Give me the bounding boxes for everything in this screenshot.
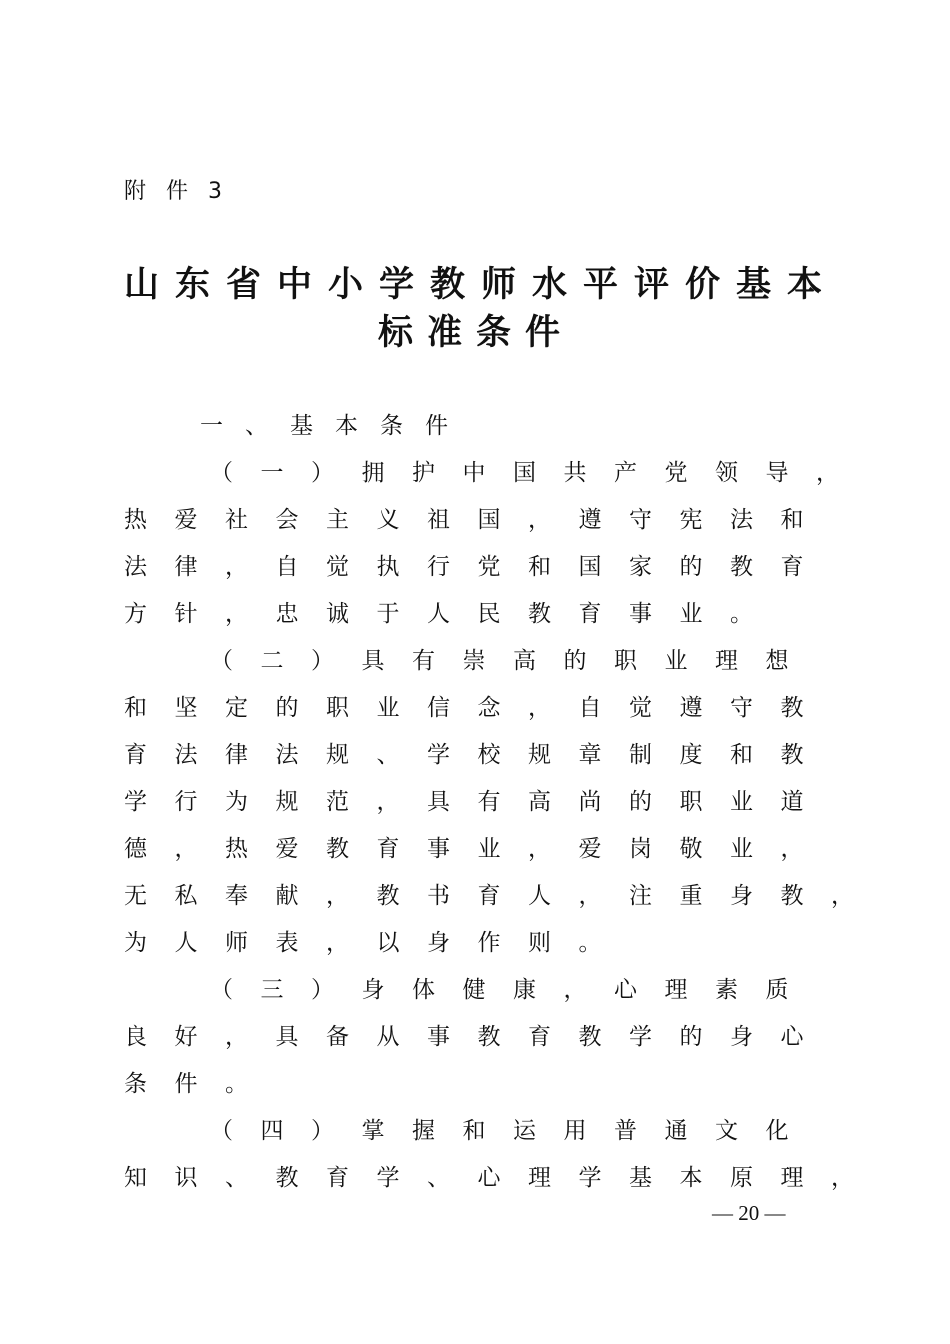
paragraph-line: 知识、教育学、心理学基本原理， (124, 1165, 882, 1191)
paragraph-line: （一）拥护中国共产党领导， (210, 460, 867, 486)
paragraph-line: 为人师表，以身作则。 (124, 930, 629, 956)
paragraph-line: 条件。 (124, 1071, 276, 1097)
paragraph-line: （四）掌握和运用普通文化 (210, 1118, 816, 1144)
paragraph-line: 热爱社会主义祖国，遵守宪法和 (124, 507, 831, 533)
section-heading: 一、基本条件 (200, 413, 470, 439)
paragraph-line: 育法律法规、学校规章制度和教 (124, 742, 831, 768)
paragraph-line: 德，热爱教育事业，爱岗敬业， (124, 836, 831, 862)
document-title-line-2: 标准条件 (377, 313, 574, 353)
attachment-label: 附件3 (124, 179, 242, 204)
page-number: — 20 — (712, 1201, 786, 1225)
paragraph-line: 良好，具备从事教育教学的身心 (124, 1024, 831, 1050)
paragraph-line: 法律，自觉执行党和国家的教育 (124, 554, 831, 580)
paragraph-line: 学行为规范，具有高尚的职业道 (124, 789, 831, 815)
paragraph-line: 和坚定的职业信念，自觉遵守教 (124, 695, 831, 721)
paragraph-line: （二）具有崇高的职业理想 (210, 648, 816, 674)
document-title-line-1: 山东省中小学教师水平评价基本 (124, 265, 839, 305)
paragraph-line: 方针，忠诚于人民教育事业。 (124, 601, 781, 627)
paragraph-line: 无私奉献，教书育人，注重身教， (124, 883, 882, 909)
paragraph-line: （三）身体健康，心理素质 (210, 977, 816, 1003)
